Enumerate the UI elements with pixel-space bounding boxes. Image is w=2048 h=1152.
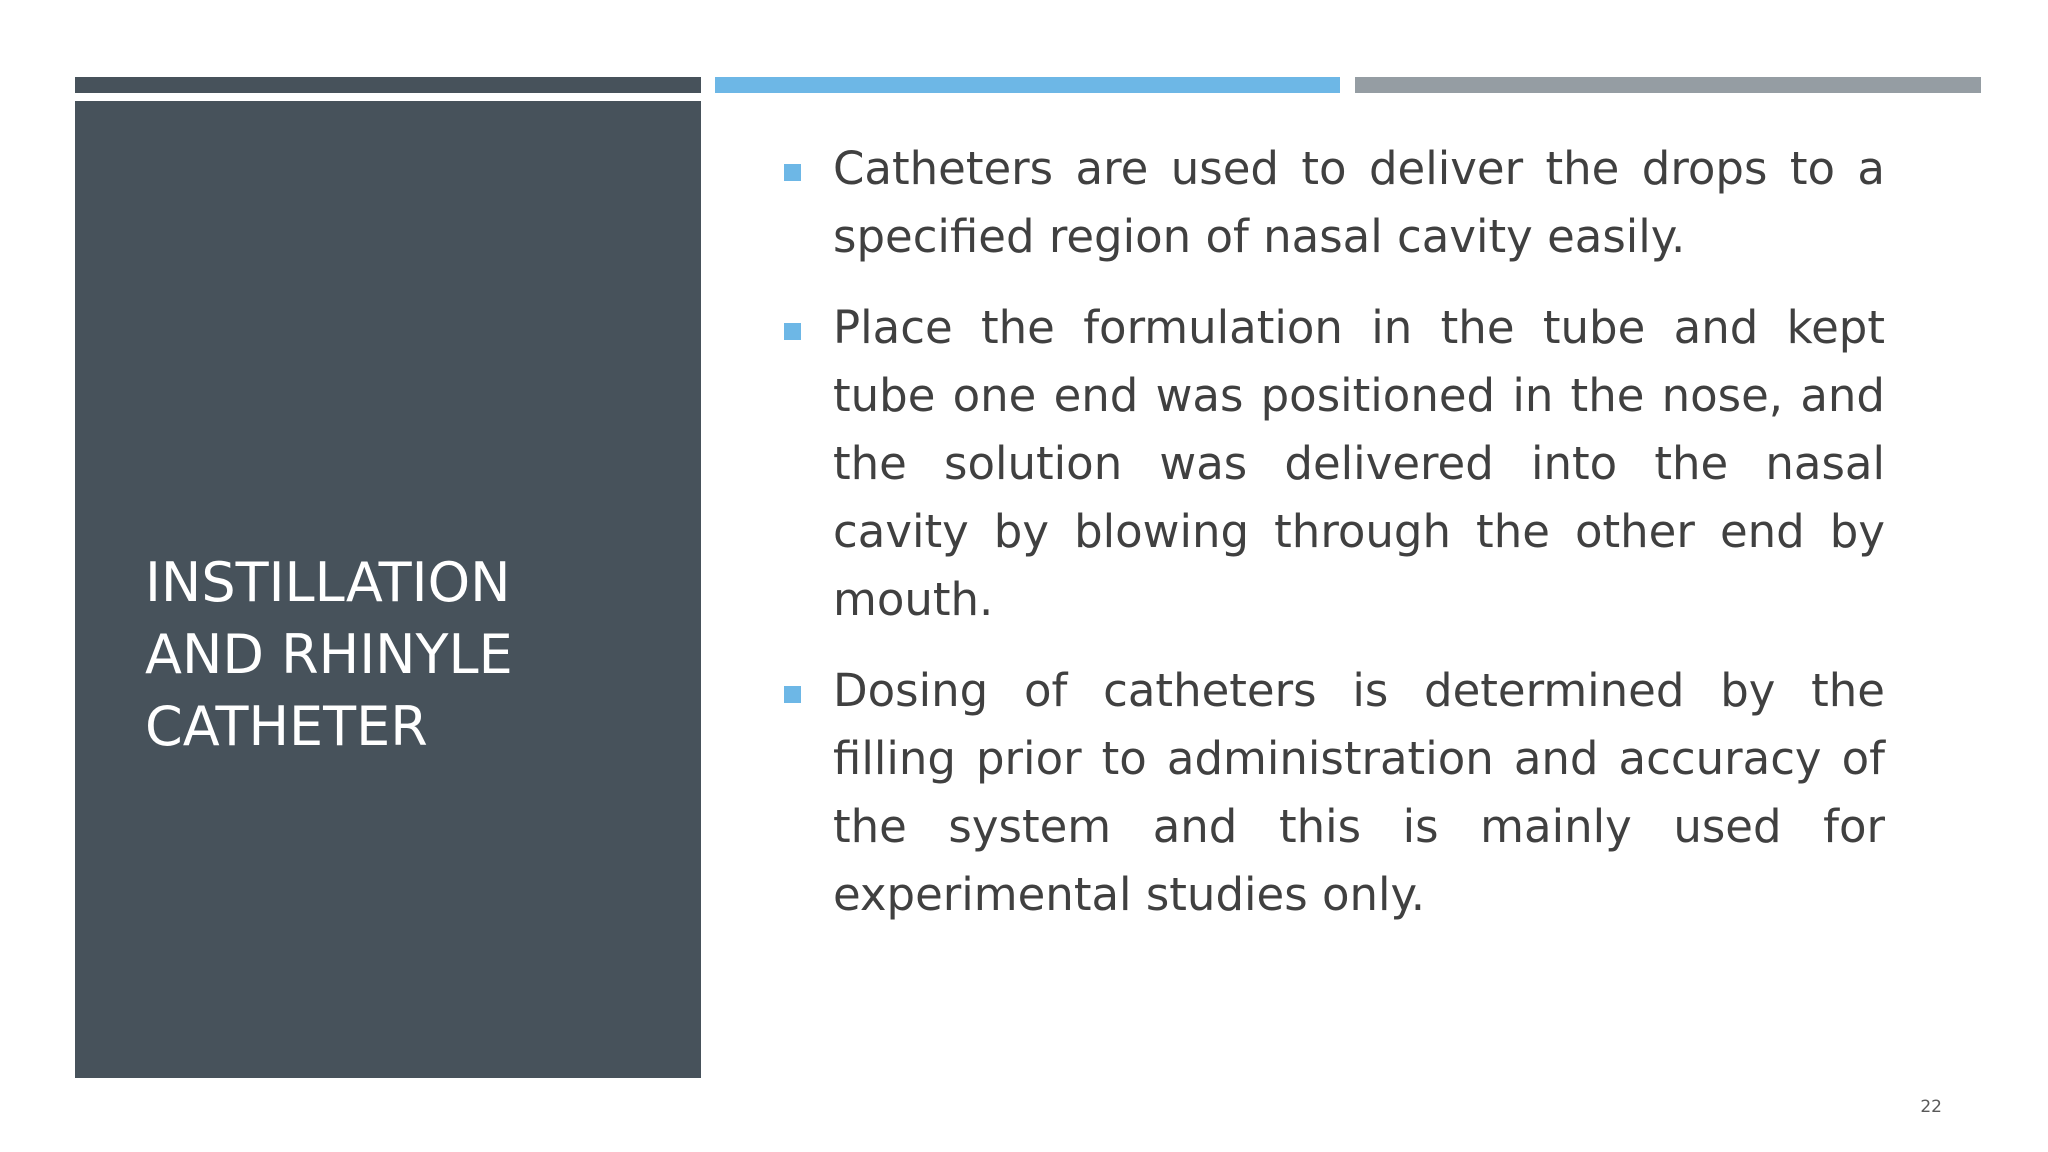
accent-bar-gray bbox=[1355, 77, 1981, 93]
bullet-text: Dosing of catheters is determined by the filling prior to administration and accuracy of the system and this is mainly used for experimental studies only. bbox=[833, 664, 1885, 921]
square-bullet-icon bbox=[784, 323, 801, 340]
accent-bar-blue bbox=[715, 77, 1340, 93]
bullet-item bbox=[780, 294, 1885, 634]
title-panel bbox=[75, 101, 701, 1078]
slide-title: INSTILLATION AND RHINYLE CATHETER bbox=[145, 551, 513, 758]
bullet-list bbox=[780, 135, 1885, 952]
square-bullet-icon bbox=[784, 686, 801, 703]
bullet-item bbox=[780, 657, 1885, 929]
accent-bar-dark bbox=[75, 77, 701, 93]
bullet-text: Catheters are used to deliver the drops to a specified region of nasal cavity easily. bbox=[833, 142, 1885, 263]
page-number: 22 bbox=[1920, 1097, 1942, 1117]
bullet-item bbox=[780, 135, 1885, 271]
square-bullet-icon bbox=[784, 164, 801, 181]
bullet-text: Place the formulation in the tube and kept tube one end was positioned in the nose, and the solution was delivered into the nasal cavity by blowing through the other end by mouth. bbox=[833, 301, 1885, 626]
